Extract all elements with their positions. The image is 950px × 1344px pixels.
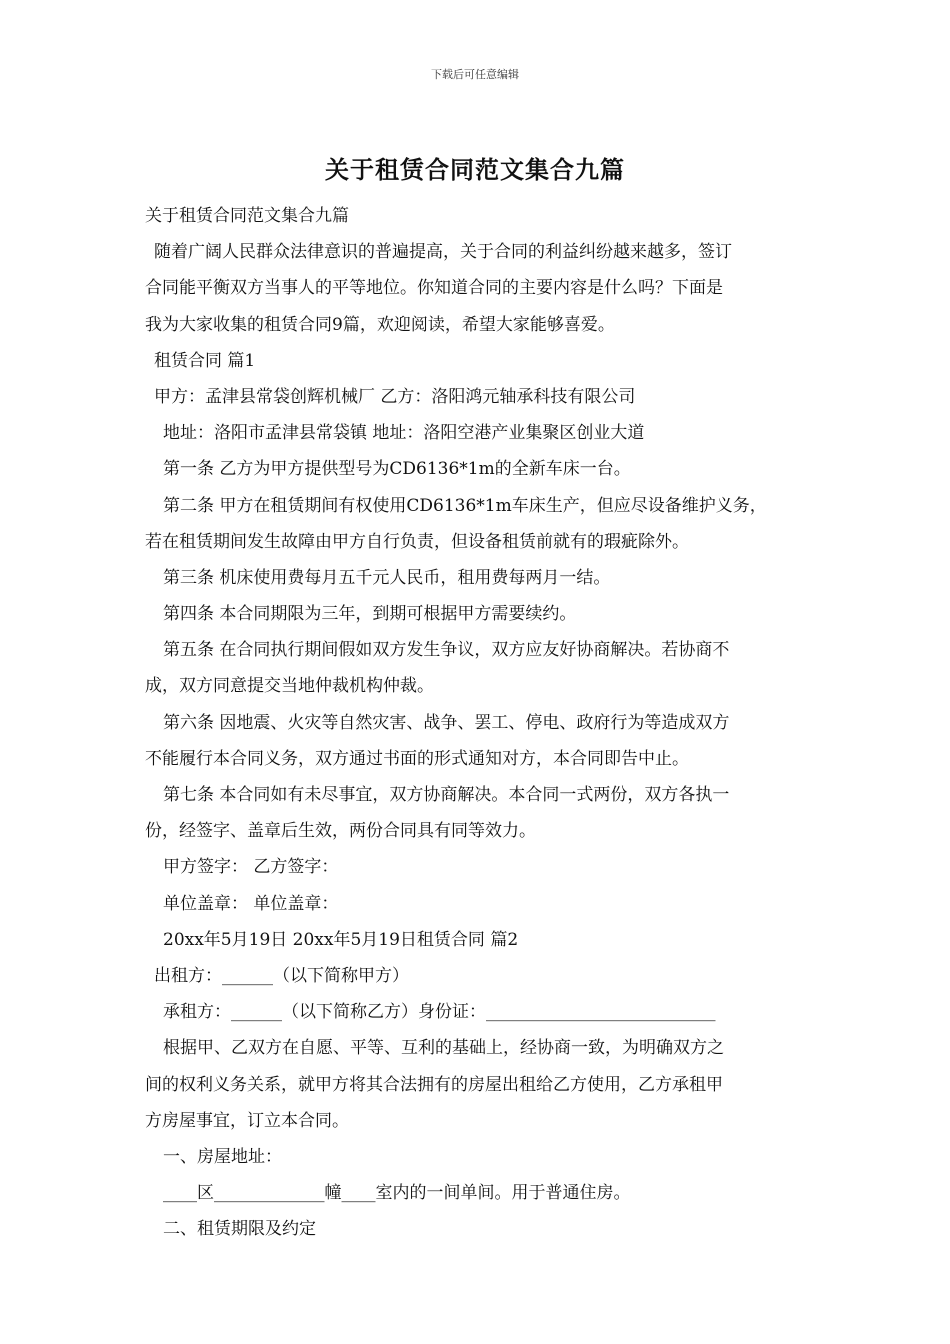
body-line: 第六条 因地震、火灾等自然灾害、战争、罢工、停电、政府行为等造成双方 xyxy=(163,712,730,733)
body-line: 关于租赁合同范文集合九篇 xyxy=(145,206,349,226)
body-line: 不能履行本合同义务，双方通过书面的形式通知对方，本合同即告中止。 xyxy=(145,748,689,769)
body-line: 合同能平衡双方当事人的平等地位。你知道合同的主要内容是什么吗？下面是 xyxy=(145,278,723,299)
body-line: 租赁合同 篇1 xyxy=(154,350,256,371)
body-line: 第三条 机床使用费每月五千元人民币，租用费每两月一结。 xyxy=(163,567,611,588)
document-body xyxy=(145,198,810,1247)
header-note: 下载后可任意编辑 xyxy=(431,68,519,81)
body-line: ____区_____________幢____室内的一间单间。用于普通住房。 xyxy=(163,1183,631,1204)
body-line: 若在租赁期间发生故障由甲方自行负责，但设备租赁前就有的瑕疵除外。 xyxy=(145,531,689,552)
body-line: 第五条 在合同执行期间假如双方发生争议，双方应友好协商解决。若协商不 xyxy=(163,640,730,661)
body-line: 单位盖章： 单位盖章： xyxy=(163,893,339,914)
body-line: 我为大家收集的租赁合同9篇，欢迎阅读，希望大家能够喜爱。 xyxy=(145,314,615,335)
body-line: 根据甲、乙双方在自愿、平等、互利的基础上，经协商一致，为明确双方之 xyxy=(163,1038,724,1059)
body-line: 二、租赁期限及约定 xyxy=(163,1219,316,1240)
body-line: 成，双方同意提交当地仲裁机构仲裁。 xyxy=(145,676,434,697)
document-title: 关于租赁合同范文集合九篇 xyxy=(325,155,625,184)
body-line: 第二条 甲方在租赁期间有权使用CD6136*1m车床生产，但应尽设备维护义务， xyxy=(163,495,767,516)
body-line: 第一条 乙方为甲方提供型号为CD6136*1m的全新车床一台。 xyxy=(163,459,631,480)
body-line: 20xx年5月19日 20xx年5月19日租赁合同 篇2 xyxy=(163,929,519,950)
body-line: 一、房屋地址： xyxy=(163,1146,282,1167)
body-line: 第四条 本合同期限为三年，到期可根据甲方需要续约。 xyxy=(163,604,577,625)
body-line: 地址：洛阳市孟津县常袋镇 地址：洛阳空港产业集聚区创业大道 xyxy=(163,423,645,444)
body-line: 甲方签字： 乙方签字： xyxy=(163,857,339,878)
body-line: 第七条 本合同如有未尽事宜，双方协商解决。本合同一式两份，双方各执一 xyxy=(163,785,730,805)
body-line: 间的权利义务关系，就甲方将其合法拥有的房屋出租给乙方使用，乙方承租甲 xyxy=(145,1074,723,1095)
body-line: 随着广阔人民群众法律意识的普遍提高，关于合同的利益纠纷越来越多，签订 xyxy=(154,242,732,263)
body-line: 甲方：孟津县常袋创辉机械厂 乙方：洛阳鸿元轴承科技有限公司 xyxy=(154,386,636,407)
body-line: 方房屋事宜，订立本合同。 xyxy=(145,1110,349,1131)
body-line: 出租方：______（以下简称甲方） xyxy=(154,965,409,986)
body-line: 承租方：______（以下简称乙方）身份证：___________________________ xyxy=(163,1002,716,1023)
body-line: 份，经签字、盖章后生效，两份合同具有同等效力。 xyxy=(145,821,536,842)
